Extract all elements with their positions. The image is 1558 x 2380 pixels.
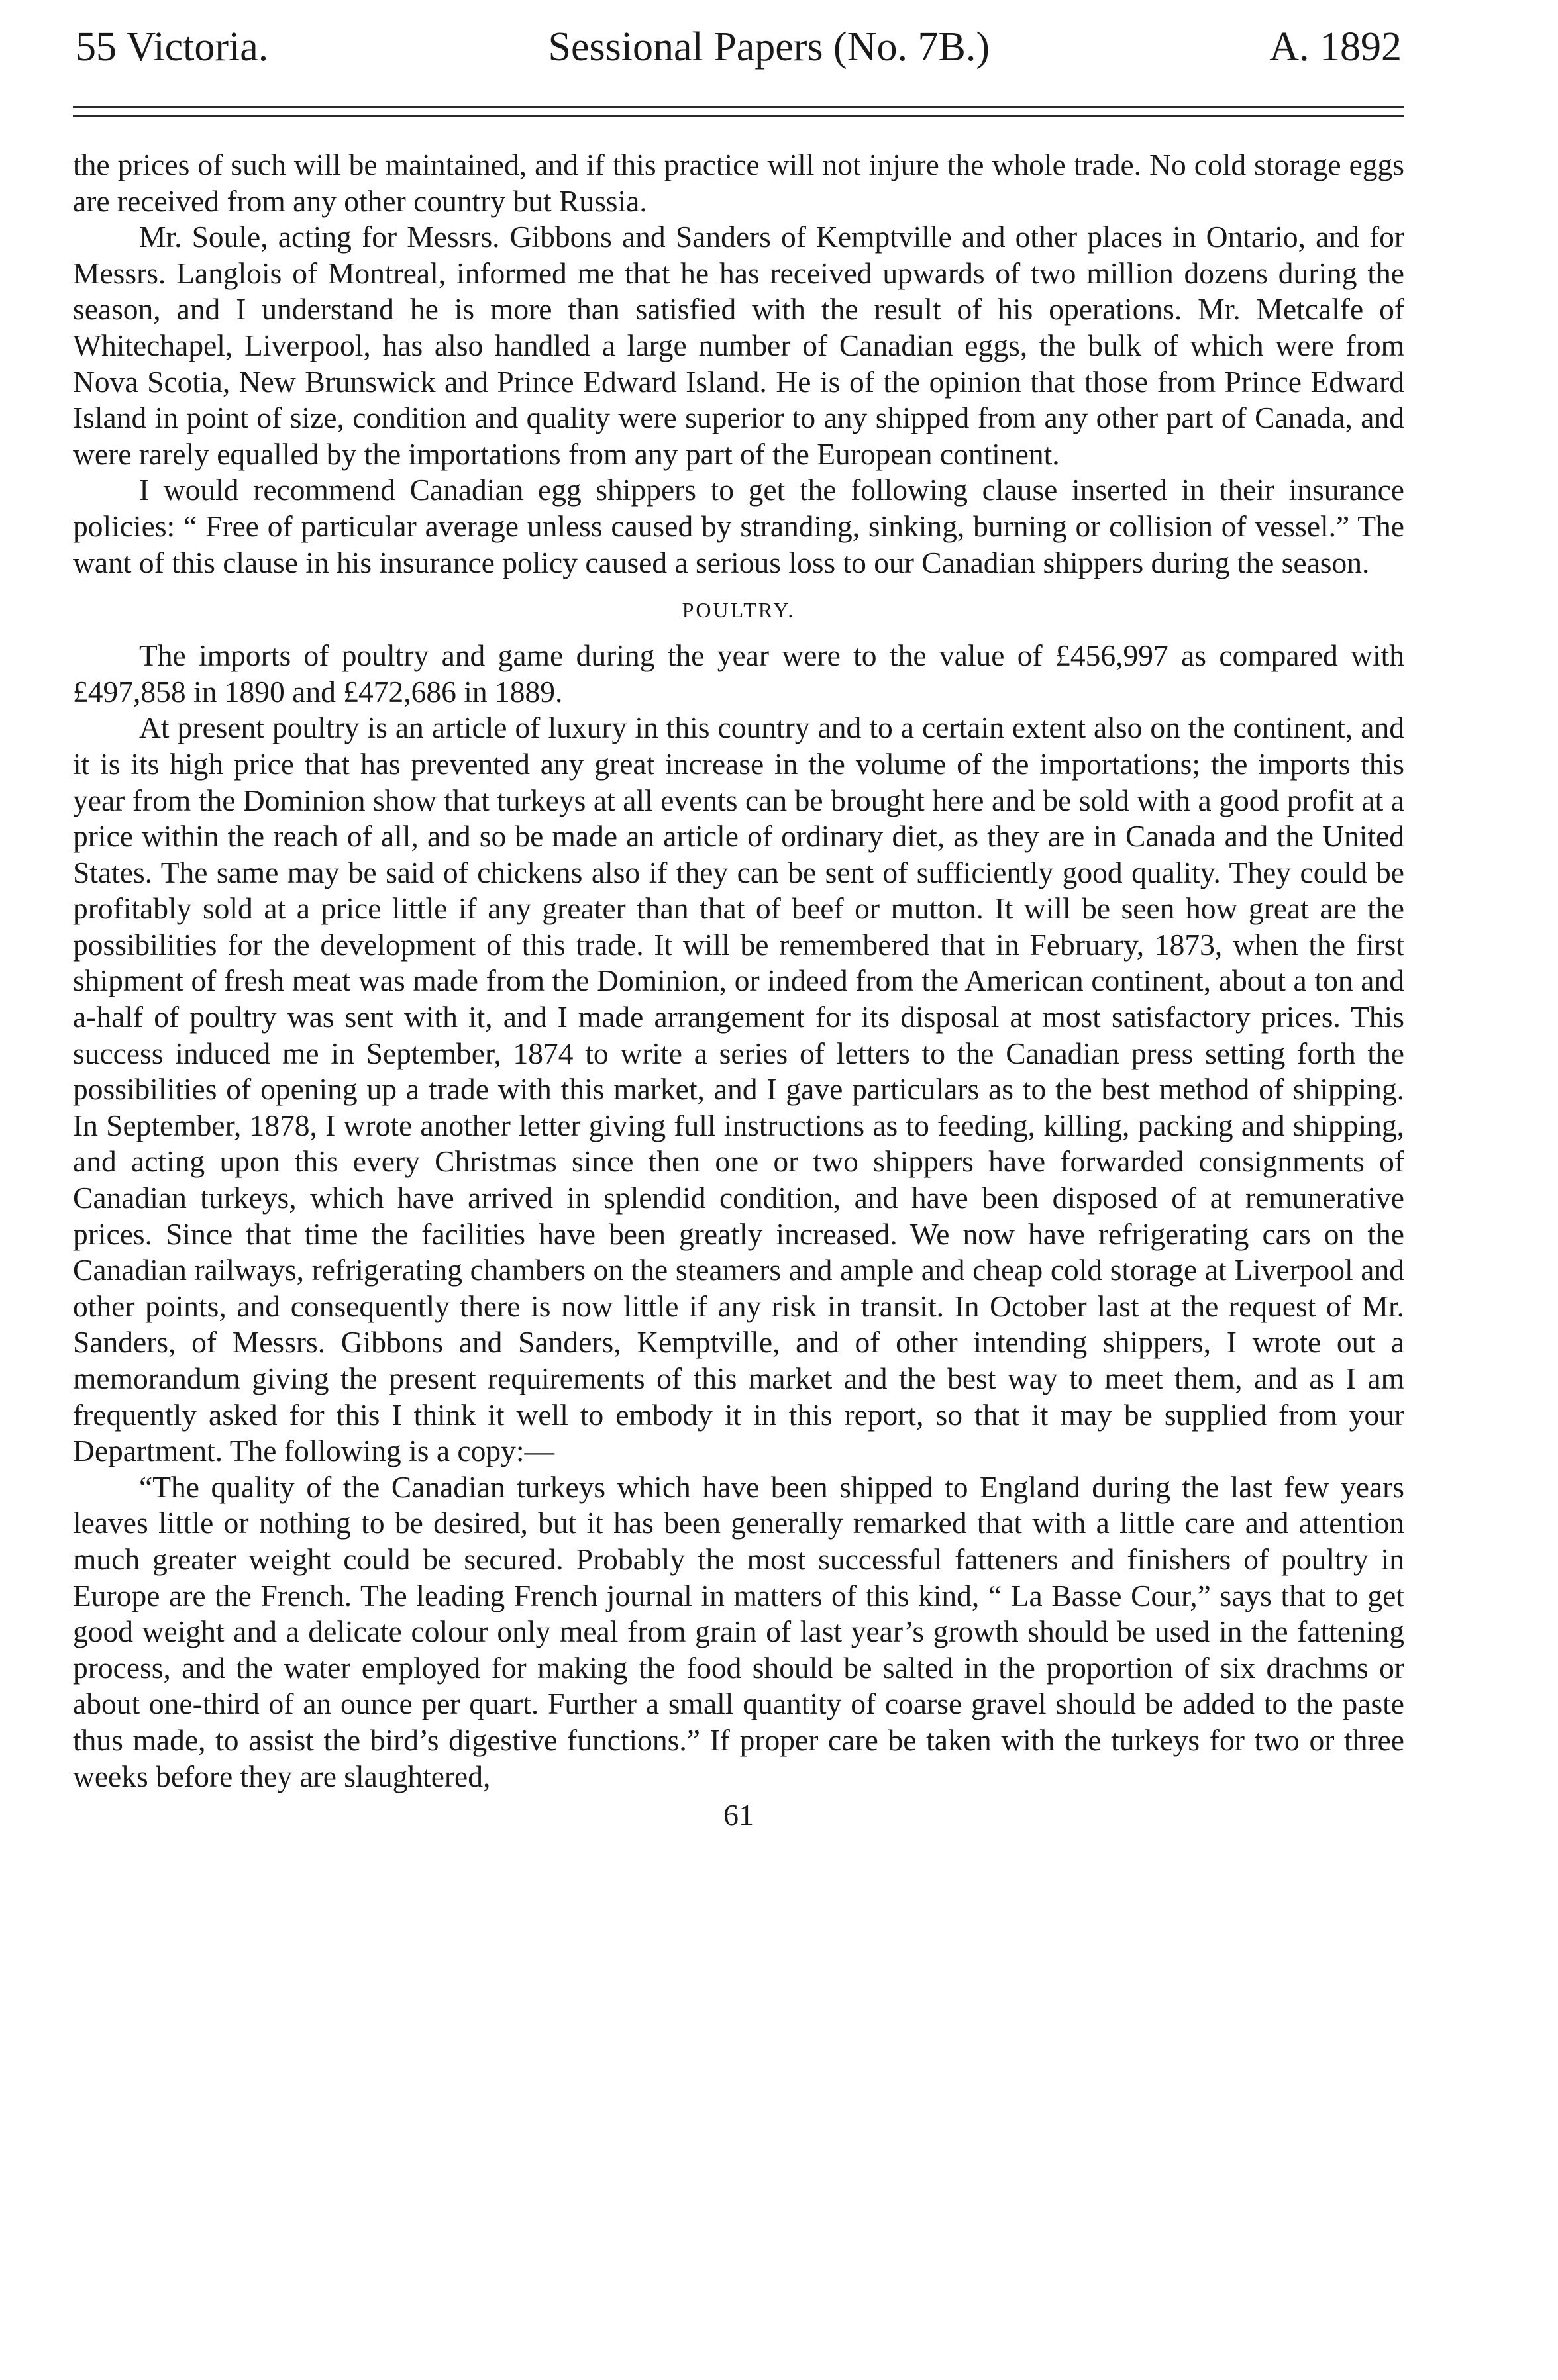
running-header <box>73 26 1404 78</box>
body-text <box>73 147 1404 1795</box>
header-double-rule <box>73 106 1404 117</box>
header-year: A. 1892 <box>1269 25 1402 70</box>
header-rule-bottom <box>73 115 1404 117</box>
header-title: Sessional Papers (No. 7B.) <box>548 25 990 70</box>
paragraph-poultry-imports: The imports of poultry and game during the year were to the value of £456,997 as compared with £497,858 in 1890 and £472,686 in 1889. <box>73 638 1404 709</box>
header-session: 55 Victoria. <box>76 25 269 70</box>
section-heading-poultry: POULTRY. <box>682 598 796 622</box>
paragraph-soule-metcalfe: Mr. Soule, acting for Messrs. Gibbons and Sanders of Kemptville and other places in Ontario, and for Messrs. Langlois of Montreal, informed me that he has received upwards of two million dozens during the season, and I understand he is more than satisfied with the result of his operations. Mr. Metcalfe of Whitechapel, Liverpool, has also handled a large number of Canadian eggs, the bulk of which were from Nova Scotia, New Brunswick and Prince Edward Island. He is of the opinion that those from Prince Edward Island in point of size, condition and quality were superior to any shipped from any other part of Canada, and were rarely equalled by the importations from any part of the European continent. <box>73 220 1404 471</box>
paragraph-turkey-memorandum: “The quality of the Canadian turkeys which have been shipped to England during the last few years leaves little or nothing to be desired, but it has been generally remarked that with a little care and attention much greater weight could be secured. Probably the most successful fatteners and finishers of poultry in Europe are the French. The leading French journal in matters of this kind, “ La Basse Cour,” says that to get good weight and a delicate colour only meal from grain of last year’s growth should be used in the fattening process, and the water employed for making the food should be salted in the proportion of six drachms or about one-third of an ounce per quart. Further a small quantity of coarse gravel should be added to the paste thus made, to assist the bird’s digestive functions.” If proper care be taken with the turkeys for two or three weeks before they are slaughtered, <box>73 1469 1404 1793</box>
page-number: 61 <box>723 1798 754 1832</box>
document-page <box>73 26 1404 1833</box>
header-rule-top <box>73 106 1404 108</box>
paragraph-insurance-clause: I would recommend Canadian egg shippers to get the following clause inserted in their insurance policies: “ Free of particular average unless caused by stranding, sinking, burning or collision of vessel.” The want of this clause in his insurance policy caused a serious loss to our Canadian shippers during the season. <box>73 473 1404 579</box>
paragraph-eggs-continued: the prices of such will be maintained, and if this practice will not injure the whole trade. No cold storage eggs are received from any other country but Russia. <box>73 148 1404 218</box>
paragraph-poultry-luxury: At present poultry is an article of luxury in this country and to a certain extent also on the continent, and it is its high price that has prevented any great increase in the volume of the importations; the imports this year from the Dominion show that turkeys at all events can be brought here and be sold with a good profit at a price within the reach of all, and so be made an article of ordinary diet, as they are in Canada and the United States. The same may be said of chickens also if they can be sent of sufficiently good quality. They could be profitably sold at a price little if any greater than that of beef or mutton. It will be seen how great are the possibilities for the development of this trade. It will be remembered that in February, 1873, when the first shipment of fresh meat was made from the Dominion, or indeed from the American continent, about a ton and a-half of poultry was sent with it, and I made arrangement for its disposal at most satisfactory prices. This success induced me in September, 1874 to write a series of letters to the Canadian press setting forth the possibilities of opening up a trade with this market, and I gave particulars as to the best method of shipping. In September, 1878, I wrote another letter giving full instructions as to feeding, killing, packing and shipping, and acting upon this every Christmas since then one or two shippers have forwarded consignments of Canadian turkeys, which have arrived in splendid condition, and have been disposed of at remunerative prices. Since that time the facilities have been greatly increased. We now have refrigerating cars on the Canadian railways, refrigerating chambers on the steamers and ample and cheap cold storage at Liverpool and other points, and consequently there is now little if any risk in transit. In October last at the request of Mr. Sanders, of Messrs. Gibbons and Sanders, Kemptville, and of other intending shippers, I wrote out a memorandum giving the present requirements of this market and the best way to meet them, and as I am frequently asked for this I think it well to embody it in this report, so that it may be supplied from your Department. The following is a copy:— <box>73 711 1404 1468</box>
